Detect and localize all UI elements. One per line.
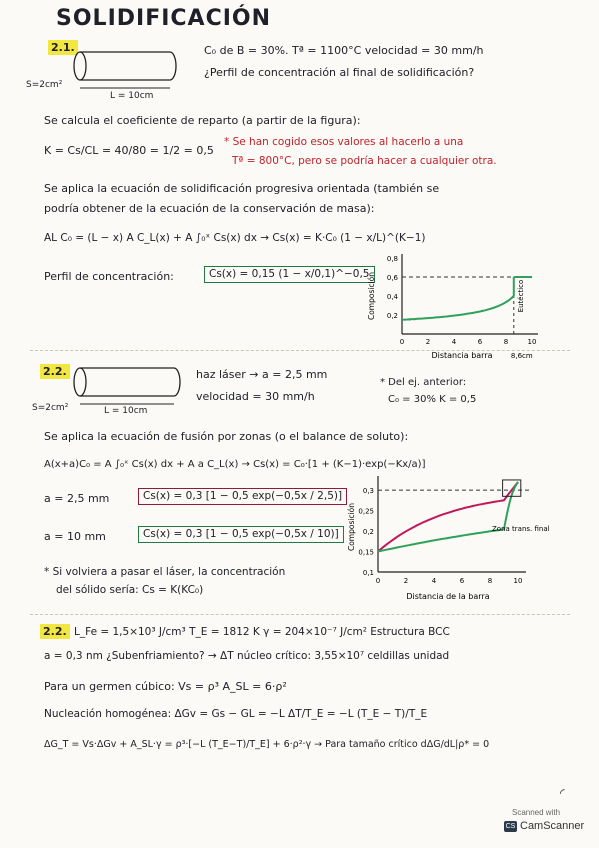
case-a25-label: a = 2,5 mm: [44, 492, 110, 505]
laser-velocity: velocidad = 30 mm/h: [196, 390, 315, 403]
chart1-end-label: 8,6cm: [510, 352, 533, 360]
relaser-note-2: del sólido sería: Cs = K(KC₀): [56, 584, 204, 596]
chart1-ytick-label: 0,2: [386, 312, 398, 320]
note-line-1: * Se han cogido esos valores al hacerlo a una: [224, 136, 464, 148]
chart2-ytick-label: 0,2: [362, 528, 374, 537]
case-a10-label: a = 10 mm: [44, 530, 106, 543]
chart1-xtick-label: 10: [527, 338, 537, 346]
chart2-xtick-label: 8: [487, 577, 493, 585]
camscanner-logo-icon: CS: [505, 822, 516, 830]
total-free-energy: ΔG_T = Vs·ΔGv + A_SL·γ = ρ³·[−L (T_E−T)/T_E] + 6·ρ²·γ → Para tamaño crítico dΔG/dL|ρ* = 0: [44, 739, 490, 750]
scan-stamp-brand: CamScanner: [520, 820, 585, 832]
chart2-curve-a10: [378, 482, 518, 552]
chart2-axes: [347, 476, 526, 601]
chart1-xtick-label: 2: [425, 338, 431, 346]
chart1-profile-curve: [402, 296, 514, 320]
chart2-curve-a25: [378, 482, 518, 552]
given-data: C₀ de B = 30%. Tª = 1100°C velocidad = 30 mm/h: [204, 44, 484, 57]
scheil-equation: AL C₀ = (L − x) A C_L(x) + A ∫₀ˣ Cs(x) dx → Cs(x) = K·C₀ (1 − x/L)^(K−1): [44, 232, 426, 244]
page-mark: ◜: [560, 786, 565, 800]
chart1-xtick-label: 8: [503, 338, 509, 346]
chart2-xtick-label: 2: [403, 577, 409, 585]
area-label-2: S=2cm²: [32, 403, 69, 413]
case-a10-formula: Cs(x) = 0,3 [1 − 0,5 exp(−0,5x / 10)]: [138, 526, 344, 543]
profile-formula: Cs(x) = 0,15 (1 − x/0,1)^−0,5: [204, 266, 375, 283]
section-badge-2-1: 2.1.: [48, 40, 78, 55]
chart2-xtick-label: 6: [459, 577, 465, 585]
chart2-ytick-label: 0,3: [362, 487, 374, 496]
case-a25-formula: Cs(x) = 0,3 [1 − 0,5 exp(−0,5x / 2,5)]: [138, 488, 347, 505]
nucleation-question: a = 0,3 nm ¿Subenfriamiento? → ΔT núcleo crítico: 3,55×10⁷ celdillas unidad: [44, 650, 450, 662]
step-solidification-a: Se aplica la ecuación de solidificación progresiva orientada (también se: [44, 182, 440, 195]
scan-stamp: [504, 820, 584, 832]
chart2-y-axis-label: Composición: [347, 502, 356, 552]
step-zone-melting: Se aplica la ecuación de fusión por zonas (o el balance de soluto):: [44, 430, 409, 443]
note-line-2: Tª = 800°C, pero se podría hacer a cualquier otra.: [232, 155, 497, 167]
chart2-ytick-label: 0,25: [358, 507, 374, 516]
chart2-annotation: Zona trans. final: [492, 525, 550, 534]
chart1-xtick-label: 4: [451, 338, 457, 346]
section-badge-2-2b: 2.2.: [40, 624, 70, 639]
step-coef: Se calcula el coeficiente de reparto (a partir de la figura):: [44, 114, 361, 127]
chart1-xtick-label: 0: [399, 338, 405, 346]
prev-note: * Del ej. anterior:: [380, 377, 467, 388]
chart2-xtick-label: 0: [375, 577, 381, 585]
chart2-ytick-label: 0,1: [362, 569, 374, 577]
page-title: SOLIDIFICACIÓN: [56, 6, 272, 31]
zone-equation: A(x+a)C₀ = A ∫₀ˣ Cs(x) dx + A a C_L(x) → Cs(x) = C₀·[1 + (K−1)·exp(−Kx/a)]: [44, 459, 426, 470]
area-label: S=2cm²: [26, 80, 63, 90]
question: ¿Perfil de concentración al final de solidificación?: [204, 66, 475, 79]
chart1-ytick-label: 0,6: [386, 274, 398, 282]
chart2-x-axis-label: Distancia de la barra: [406, 592, 490, 601]
scan-stamp-caption: Scanned with: [512, 808, 561, 817]
chart1-eutectic-annotation: Eutéctico: [516, 279, 525, 313]
chart2-ytick-label: 0,15: [358, 548, 374, 557]
chart1-y-axis-label: Composición: [367, 271, 376, 321]
prev-values: C₀ = 30% K = 0,5: [388, 394, 477, 405]
k-formula: K = Cs/CL = 40/80 = 1/2 = 0,5: [44, 144, 214, 157]
chart1-x-axis-label: Distancia barra: [431, 351, 493, 360]
chart2-xtick-label: 4: [431, 577, 437, 585]
chart1-xtick-label: 6: [477, 338, 483, 346]
cubic-germ: Para un germen cúbico: Vs = ρ³ A_SL = 6·ρ²: [44, 680, 287, 693]
homogeneous-nucleation: Nucleación homogénea: ΔGv = Gs − GL = −L ΔT/T_E = −L (T_E − T)/T_E: [44, 708, 428, 720]
chart-scheil-profile: [362, 250, 562, 365]
length-label-2: L = 10cm: [104, 406, 148, 416]
laser-width: haz láser → a = 2,5 mm: [196, 368, 328, 381]
bar-diagram-2-1: [30, 44, 180, 108]
section-badge-2-2a: 2.2.: [40, 364, 70, 379]
profile-label: Perfil de concentración:: [44, 270, 174, 283]
chart1-ytick-label: 0,4: [386, 293, 398, 301]
chart1-axes: [367, 254, 538, 360]
length-label: L = 10cm: [110, 91, 154, 101]
step-solidification-b: podría obtener de la ecuación de la conservación de masa):: [44, 202, 375, 215]
nucleation-given: L_Fe = 1,5×10³ J/cm³ T_E = 1812 K γ = 204×10⁻⁷ J/cm² Estructura BCC: [74, 626, 450, 638]
chart-zone-melting: [348, 468, 568, 618]
relaser-note-1: * Si volviera a pasar el láser, la concentración: [44, 566, 286, 578]
chart2-xtick-label: 10: [513, 577, 523, 585]
chart1-ytick-label: 0,8: [386, 255, 398, 263]
